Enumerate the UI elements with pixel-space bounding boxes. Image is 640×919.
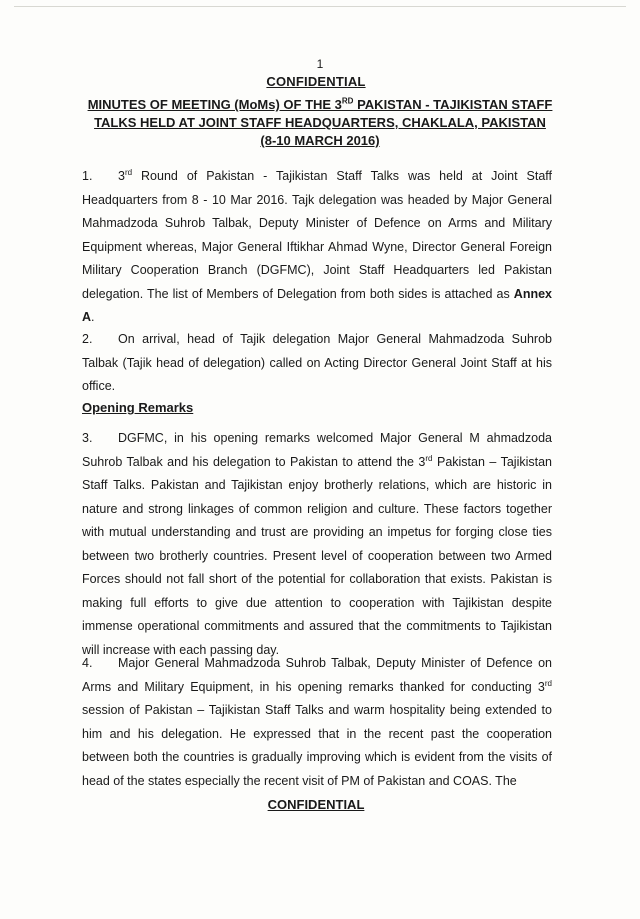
paragraph-4: 4. Major General Mahmadzoda Suhrob Talbak, Deputy Minister of Defence on Arms and Military Equipment, in his opening remarks thanked for conducting 3rd session of Pakistan – Tajikistan Staff Talks and warm hospitality being extended to him and his delegation. He expressed that in the recent past the cooperation between both the countries is gradually improving which is evident from the visits of head of the states especially the recent visit of PM of Pakistan and COAS. The [82, 652, 552, 793]
title-line-1: MINUTES OF MEETING (MoMs) OF THE 3RD PAKISTAN - TAJIKISTAN STAFF [87, 96, 553, 112]
section-heading-opening-remarks: Opening Remarks [82, 400, 194, 415]
title-line-3: (8-10 MARCH 2016) [260, 133, 380, 148]
scan-edge-line [14, 6, 626, 7]
paragraph-number: 1. [82, 169, 93, 183]
annex-reference: Annex A [82, 286, 552, 324]
paragraph-number: 4. [82, 656, 93, 670]
document-title [70, 96, 570, 150]
classification-footer: CONFIDENTIAL [267, 797, 365, 812]
paragraph-2: 2. On arrival, head of Tajik delegation Major General Mahmadzoda Suhrob Talbak (Tajik head of delegation) called on Acting Director General Joint Staff at his office. [82, 328, 552, 399]
paragraph-3: 3. DGFMC, in his opening remarks welcomed Major General M ahmadzoda Suhrob Talbak and his delegation to Pakistan to attend the 3rd Pakistan – Tajikistan Staff Talks. Pakistan and Tajikistan enjoy brotherly relations, which are historic in nature and strong linkages of common religion and culture. These factors together with mutual understanding and trust are providing an impetus for forging close ties between two brotherly countries. Present level of cooperation between two Armed Forces should not fall short of the potential for collaboration that exists. Pakistan is making full efforts to give due attention to cooperation with Tajikistan despite immense operational commitments and assured that the commitments to Tajikistan will increase with each passing day. [82, 427, 552, 662]
title-line-2: TALKS HELD AT JOINT STAFF HEADQUARTERS, CHAKLALA, PAKISTAN [94, 115, 546, 130]
classification-header: CONFIDENTIAL [266, 74, 366, 89]
paragraph-number: 3. [82, 431, 93, 445]
page-number: 1 [316, 57, 324, 71]
paragraph-number: 2. [82, 332, 93, 346]
paragraph-1: 1. 3rd Round of Pakistan - Tajikistan Staff Talks was held at Joint Staff Headquarters from 8 - 10 Mar 2016. Tajk delegation was headed by Major General Mahmadzoda Suhrob Talbak, Deputy Minister of Defence on Arms and Military Equipment whereas, Major General Iftikhar Ahmad Wyne, Director General Foreign Military Cooperation Branch (DGFMC), Joint Staff Headquarters led Pakistan delegation. The list of Members of Delegation from both sides is attached as Annex A. [82, 165, 552, 330]
